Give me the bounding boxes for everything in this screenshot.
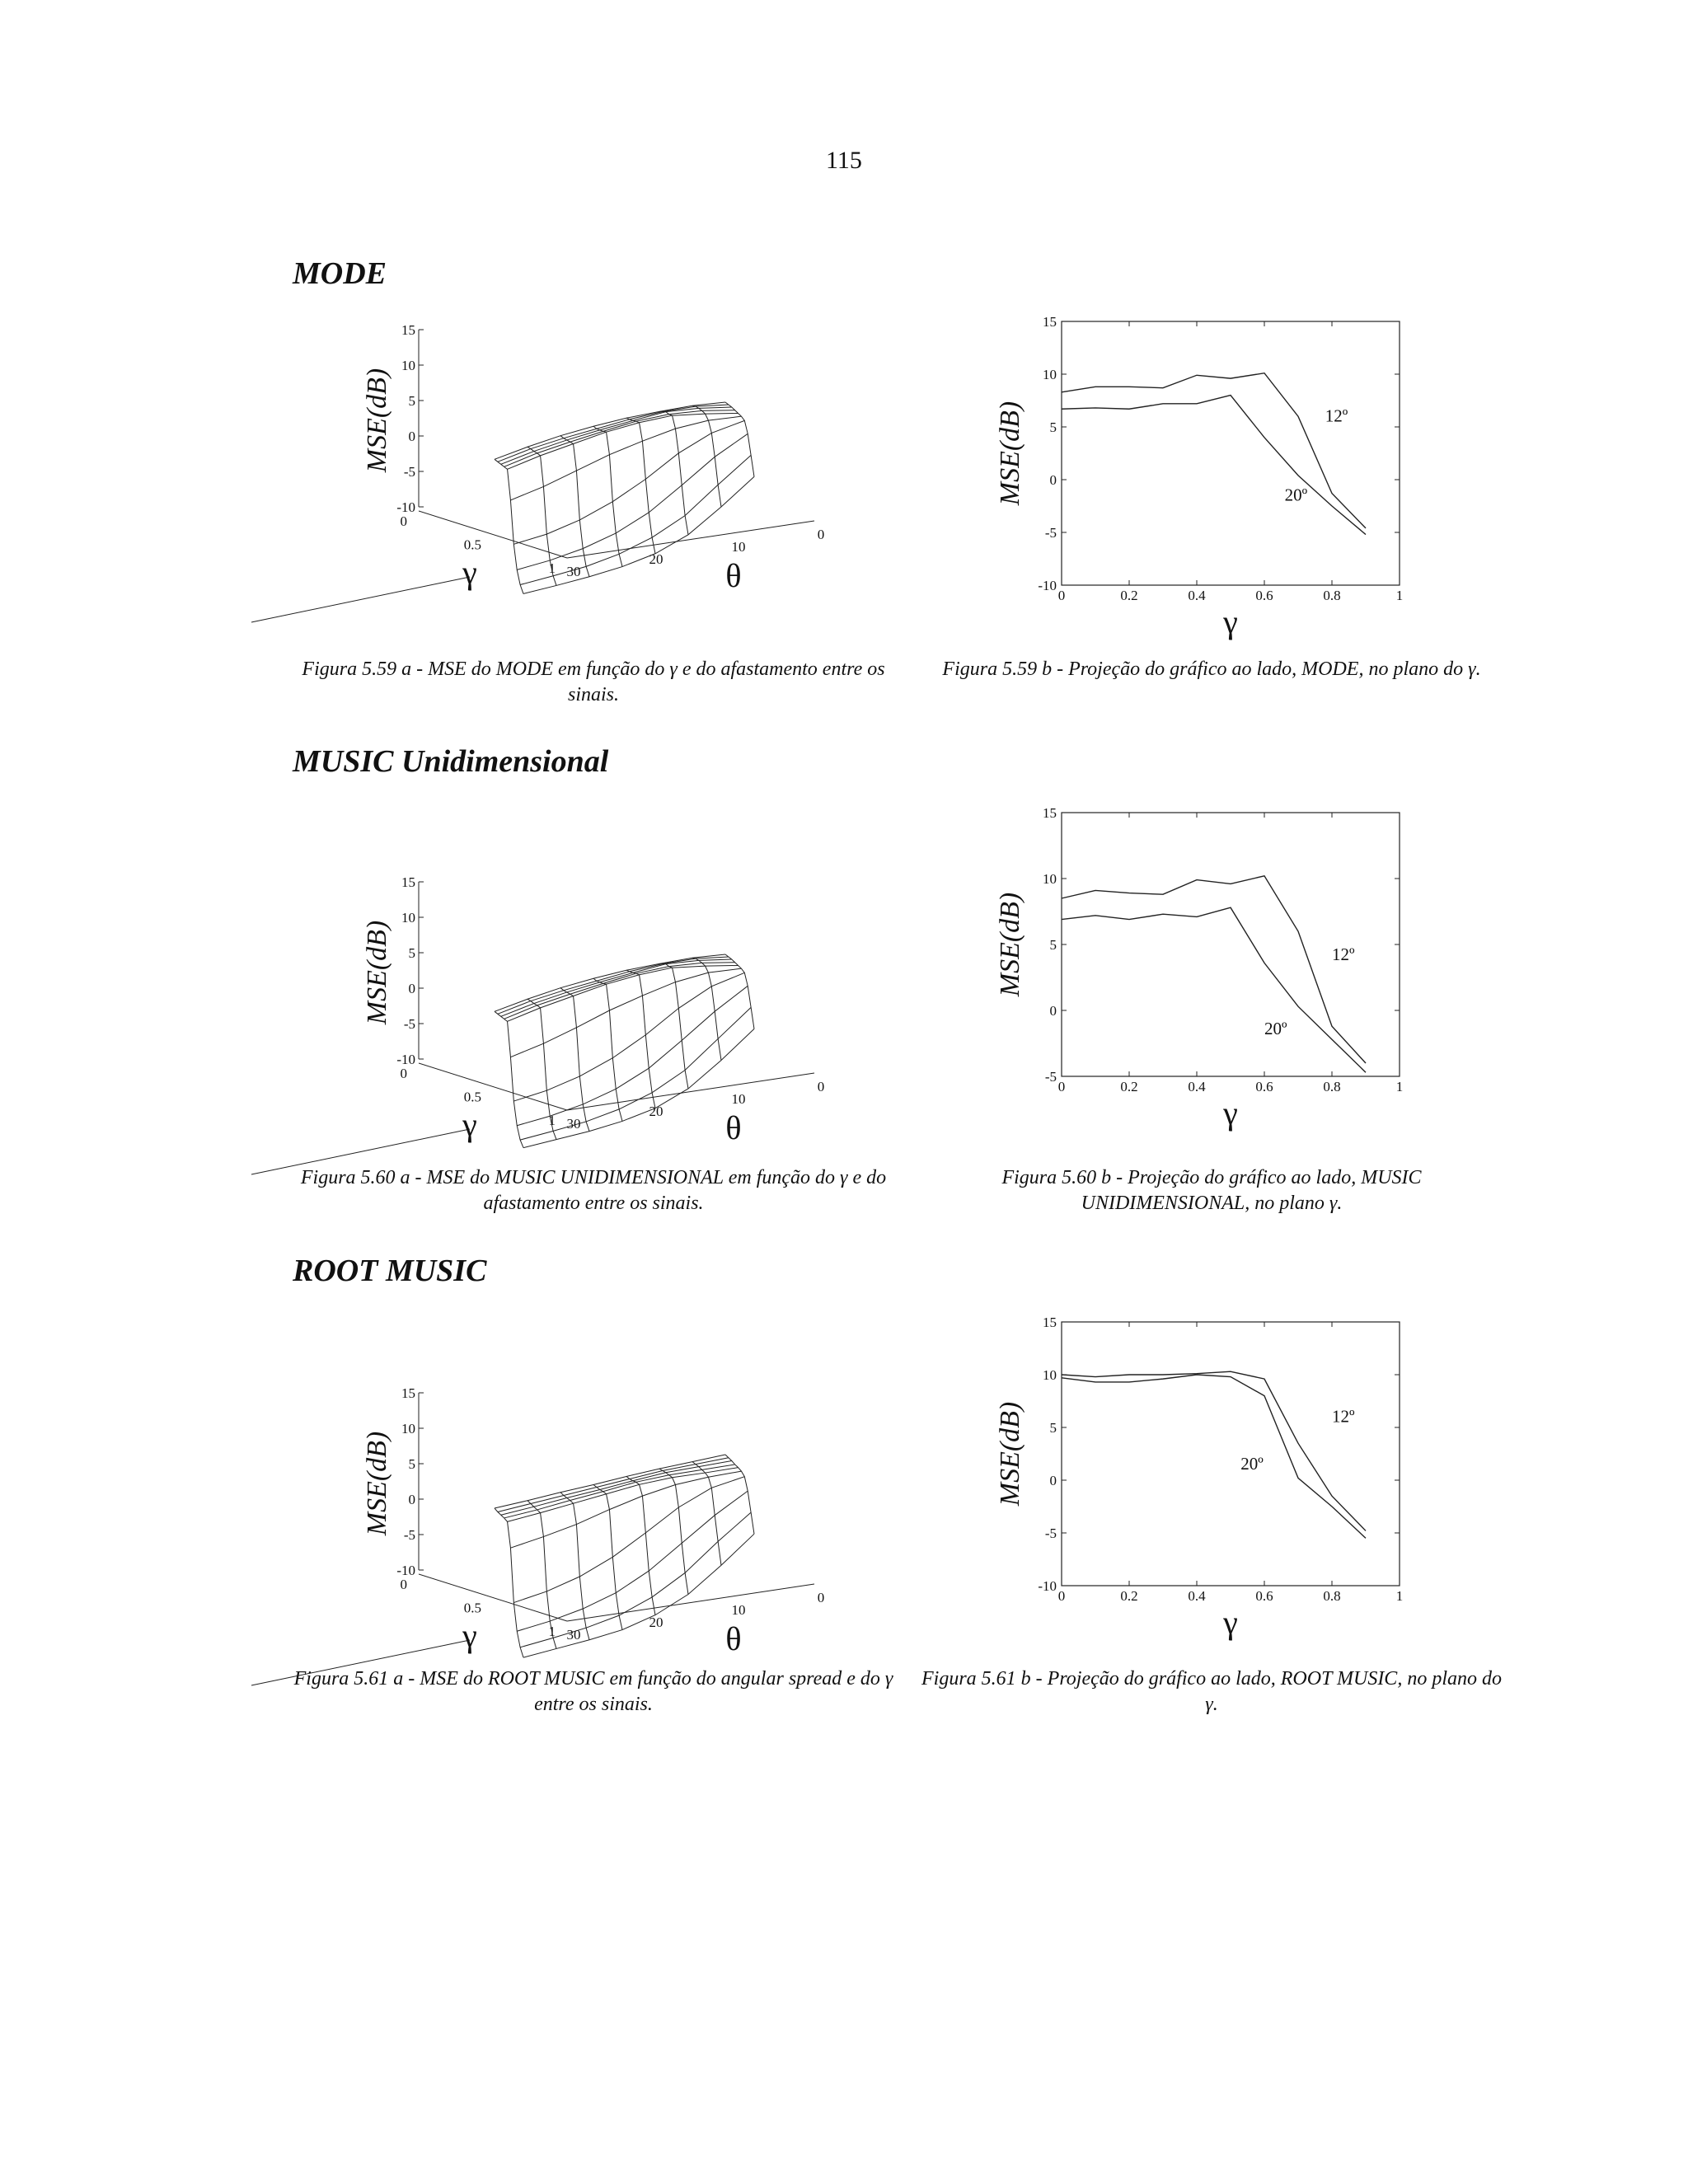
surface-mesh-line [510, 968, 741, 1057]
mse-tick-label: 15 [401, 1385, 415, 1401]
theta-axis [567, 1584, 814, 1621]
surface-chart-mode [363, 305, 824, 602]
y-tick-label: 5 [1049, 937, 1057, 953]
theta-tick-label: 0 [817, 1079, 825, 1094]
surface-mesh-line [504, 410, 735, 467]
caption-figure-5-60-a: Figura 5.60 a - MSE do MUSIC UNIDIMENSIONAL em função do γ e do afastamento entre os sinais. [300, 1167, 887, 1214]
x-tick-label: 0.2 [1120, 1079, 1138, 1094]
x-tick-label: 0.4 [1188, 1588, 1206, 1604]
y-tick-label: 10 [1043, 367, 1057, 382]
x-tick-label: 1 [1395, 588, 1404, 603]
surface-mesh-line [626, 1476, 655, 1615]
gamma-tick-label: 0 [400, 1066, 407, 1081]
y-axis-label: MSE(dB) [362, 368, 392, 473]
surface-mesh-line [626, 418, 655, 554]
theta-tick-label: 10 [731, 539, 746, 555]
x-tick-label: 0.4 [1188, 1079, 1206, 1094]
series-line [1062, 1371, 1366, 1530]
theta-tick-label: 10 [731, 1091, 746, 1107]
theta-axis-label: θ [725, 557, 742, 594]
gamma-axis-line [251, 577, 470, 622]
section-title-root-music: ROOT MUSIC [293, 1254, 487, 1288]
mse-tick-label: 5 [408, 945, 415, 961]
surface-mesh-line [495, 459, 523, 593]
y-tick-label: 15 [1043, 805, 1057, 821]
y-axis-label: MSE(dB) [995, 1401, 1025, 1507]
surface-chart-music [363, 857, 824, 1154]
mse-tick-label: 10 [401, 358, 415, 373]
section-title-music-unidimensional: MUSIC Unidimensional [293, 744, 609, 779]
series-line [1062, 876, 1366, 1063]
theta-tick-label: 30 [566, 1116, 581, 1132]
mse-tick-label: 10 [401, 1421, 415, 1436]
mse-tick-label: 5 [408, 393, 415, 409]
caption-figure-5-59-a: Figura 5.59 a - MSE do MODE em função do γ e do afastamento entre os sinais. [302, 658, 885, 705]
surface-mesh-line [498, 1458, 729, 1512]
mse-tick-label: -10 [396, 499, 415, 515]
gamma-axis-label: γ [462, 554, 477, 591]
caption-figure-5-59-b: Figura 5.59 b - Projeção do gráfico ao lado, MODE, no plano do γ. [942, 658, 1481, 680]
surface-mesh-line [517, 986, 748, 1125]
gamma-axis-label: γ [462, 1106, 477, 1143]
mse-tick-label: 0 [408, 981, 415, 996]
x-axis-label: γ [1223, 1094, 1238, 1132]
theta-axis-label: θ [725, 1109, 742, 1146]
surface-mesh-line [517, 434, 748, 569]
surface-mesh-line [593, 426, 622, 566]
section-title-mode: MODE [293, 256, 387, 291]
gamma-tick-label: 1 [548, 1624, 556, 1639]
mse-tick-label: 0 [408, 1492, 415, 1507]
series-line [1062, 396, 1366, 535]
mse-tick-label: -5 [403, 464, 415, 480]
x-tick-label: 0.2 [1120, 588, 1138, 603]
y-tick-label: -5 [1044, 525, 1057, 541]
plot-frame [1062, 321, 1400, 585]
y-tick-label: -10 [1038, 1578, 1057, 1594]
surface-chart-root-music [363, 1368, 824, 1665]
y-axis-label: MSE(dB) [362, 920, 392, 1025]
gamma-tick-label: 0 [400, 513, 407, 529]
theta-tick-label: 10 [731, 1602, 746, 1618]
surface-mesh-line [498, 957, 729, 1014]
surface-mesh-line [495, 1508, 523, 1657]
x-tick-label: 0.8 [1323, 1588, 1341, 1604]
y-tick-label: -10 [1038, 578, 1057, 593]
surface-mesh-line [508, 1468, 738, 1522]
y-axis-label: MSE(dB) [995, 401, 1025, 506]
surface-mesh-line [513, 420, 744, 544]
gamma-tick-label: 0.5 [463, 537, 481, 553]
gamma-tick-label: 1 [548, 1113, 556, 1128]
gamma-tick-label: 0.5 [463, 1089, 481, 1105]
surface-mesh-line [495, 1011, 523, 1147]
series-label: 20º [1240, 1454, 1264, 1474]
series-label: 20º [1284, 485, 1308, 505]
mse-tick-label: 5 [408, 1456, 415, 1472]
theta-tick-label: 0 [817, 527, 825, 542]
mse-tick-label: -10 [396, 1563, 415, 1578]
series-line [1062, 907, 1366, 1072]
gamma-tick-label: 0 [400, 1577, 407, 1592]
series-label: 20º [1264, 1018, 1287, 1038]
surface-mesh-line [593, 978, 622, 1121]
plot-frame [1062, 1322, 1400, 1586]
y-tick-label: 15 [1043, 314, 1057, 330]
y-axis-label: MSE(dB) [995, 892, 1025, 997]
series-line [1062, 373, 1366, 528]
projection-chart-root-music [995, 1305, 1432, 1643]
caption-figure-5-61-b: Figura 5.61 b - Projeção do gráfico ao lado, ROOT MUSIC, no plano do γ. [921, 1668, 1502, 1715]
x-tick-label: 0.8 [1323, 588, 1341, 603]
x-tick-label: 0 [1057, 588, 1066, 603]
x-tick-label: 1 [1395, 1588, 1404, 1604]
y-tick-label: 5 [1049, 1420, 1057, 1436]
y-tick-label: 5 [1049, 419, 1057, 435]
y-axis-label: MSE(dB) [362, 1431, 392, 1536]
series-line [1062, 1375, 1366, 1538]
y-tick-label: 10 [1043, 1367, 1057, 1383]
y-tick-label: -5 [1044, 1069, 1057, 1085]
gamma-axis [419, 1574, 567, 1621]
x-tick-label: 0 [1057, 1588, 1066, 1604]
y-tick-label: 10 [1043, 871, 1057, 887]
surface-mesh-line [501, 959, 732, 1016]
x-tick-label: 0.6 [1255, 1588, 1273, 1604]
mse-tick-label: 0 [408, 429, 415, 444]
x-tick-label: 0.2 [1120, 1588, 1138, 1604]
mse-tick-label: 15 [401, 874, 415, 890]
surface-mesh-line [560, 1493, 589, 1640]
caption-figure-5-60-b: Figura 5.60 b - Projeção do gráfico ao lado, MUSIC UNIDIMENSIONAL, no plano γ. [1001, 1167, 1422, 1214]
theta-axis [567, 521, 814, 558]
surface-mesh-line [659, 1469, 688, 1594]
series-label: 12º [1325, 405, 1348, 426]
x-tick-label: 0.4 [1188, 588, 1206, 603]
x-tick-label: 0.6 [1255, 1079, 1273, 1094]
surface-mesh-line [501, 407, 732, 464]
mse-tick-label: 10 [401, 910, 415, 926]
y-tick-label: 0 [1049, 1003, 1057, 1019]
theta-tick-label: 20 [649, 1615, 663, 1630]
theta-tick-label: 20 [649, 1104, 663, 1119]
surface-mesh-line [626, 970, 655, 1108]
y-tick-label: 0 [1049, 472, 1057, 488]
surface-mesh-line [510, 416, 741, 500]
gamma-tick-label: 1 [548, 560, 556, 576]
projection-chart-music [995, 796, 1432, 1134]
mse-tick-label: 15 [401, 322, 415, 338]
y-tick-label: 0 [1049, 1473, 1057, 1488]
mse-tick-label: -10 [396, 1052, 415, 1067]
series-label: 12º [1332, 1406, 1355, 1427]
theta-tick-label: 30 [566, 1627, 581, 1643]
x-tick-label: 0.8 [1323, 1079, 1341, 1094]
caption-figure-5-61-a: Figura 5.61 a - MSE do ROOT MUSIC em função do angular spread e do γ entre os sinais. [293, 1668, 893, 1715]
x-tick-label: 0.6 [1255, 588, 1273, 603]
surface-mesh-line [504, 1465, 735, 1518]
gamma-axis [419, 1063, 567, 1110]
surface-mesh-line [517, 1491, 748, 1631]
theta-axis-label: θ [725, 1620, 742, 1657]
mse-tick-label: -5 [403, 1016, 415, 1032]
y-tick-label: -5 [1044, 1526, 1057, 1541]
x-axis-label: γ [1223, 603, 1238, 640]
x-tick-label: 1 [1395, 1079, 1404, 1094]
x-axis-label: γ [1223, 1604, 1238, 1641]
surface-mesh-line [504, 963, 735, 1019]
gamma-axis-label: γ [462, 1617, 477, 1654]
mse-tick-label: -5 [403, 1527, 415, 1543]
x-tick-label: 0 [1057, 1079, 1066, 1094]
theta-axis [567, 1073, 814, 1110]
theta-tick-label: 0 [817, 1590, 825, 1605]
y-tick-label: 15 [1043, 1315, 1057, 1330]
theta-tick-label: 20 [649, 551, 663, 567]
theta-tick-label: 30 [566, 564, 581, 579]
projection-chart-mode [995, 305, 1432, 643]
series-label: 12º [1332, 944, 1355, 965]
gamma-tick-label: 0.5 [463, 1600, 481, 1616]
page-number: 115 [826, 147, 862, 174]
